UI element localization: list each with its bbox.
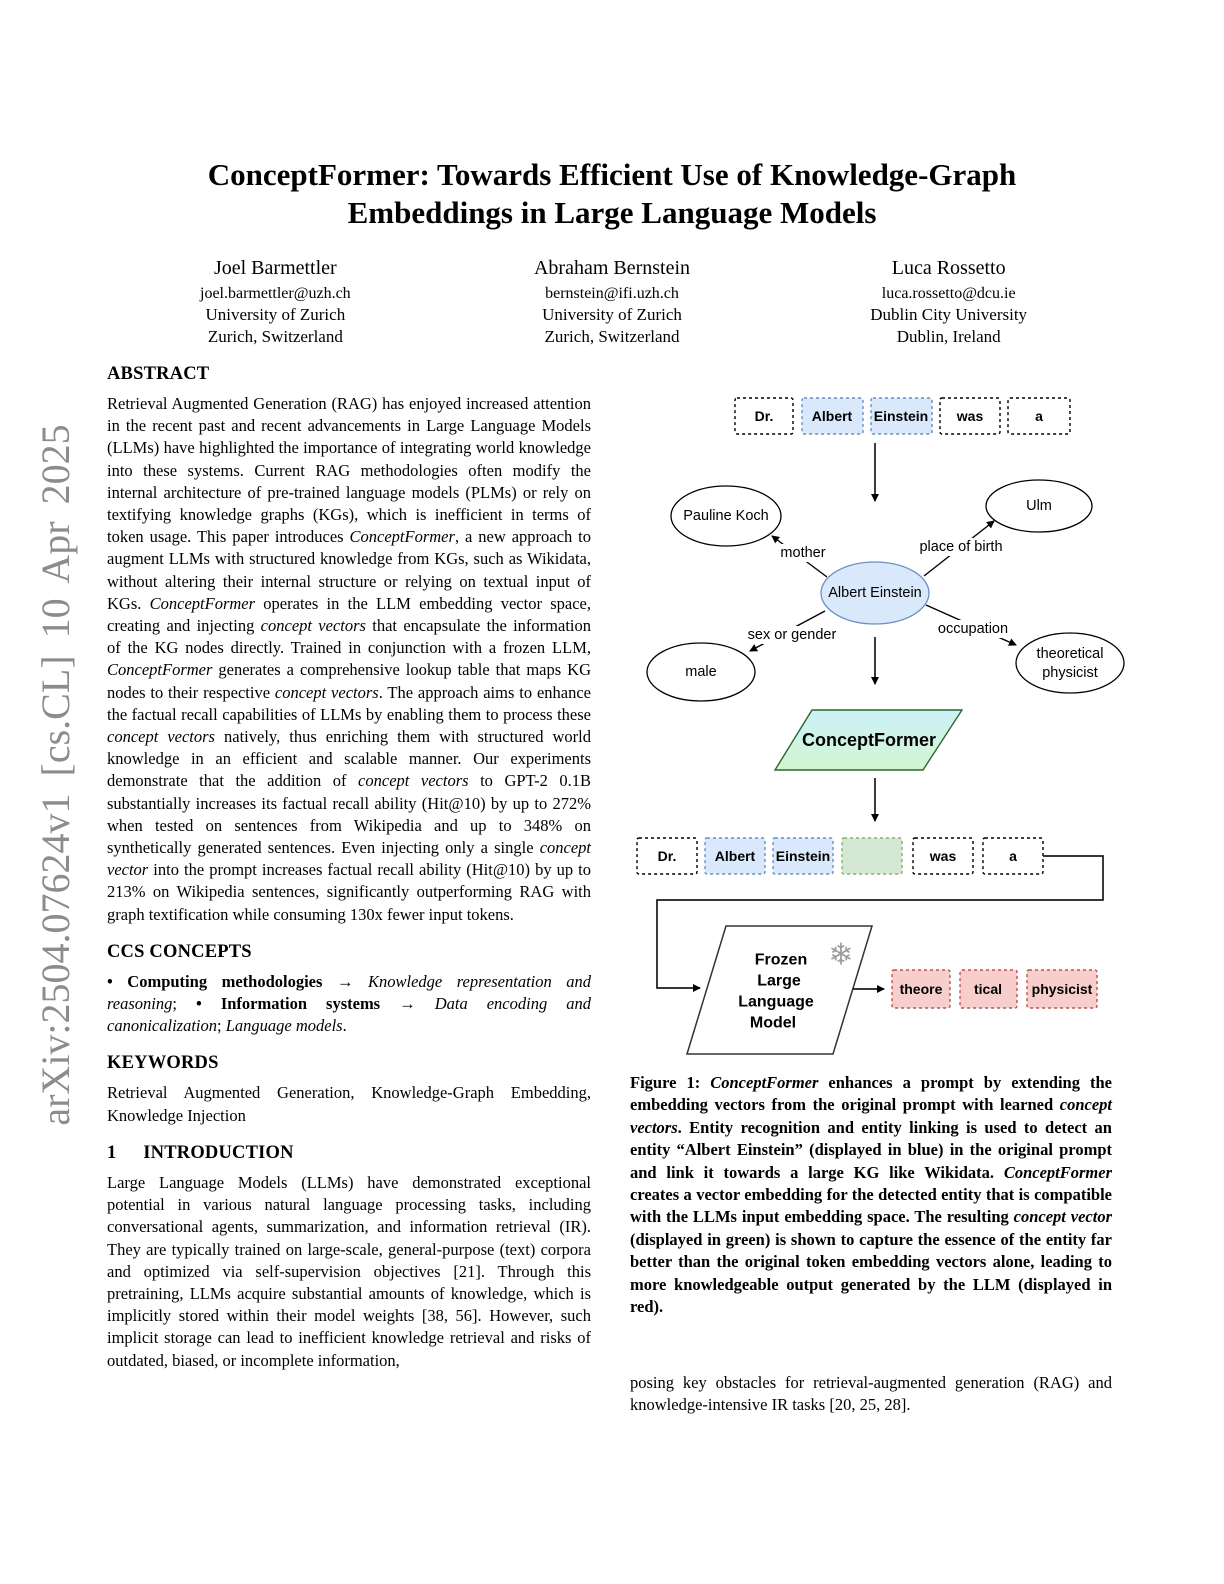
- frozen-llm-label: Language: [738, 993, 814, 1011]
- kg-node-label: physicist: [1042, 665, 1098, 681]
- token-label: a: [1009, 848, 1017, 864]
- abstract-text: Retrieval Augmented Generation (RAG) has enjoyed increased attention in the recent past and recent advancements in Large Language Models (LLMs) have highlighted the importance of integrating world knowledge into these systems. Current RAG methodologies often modify the internal architecture of pre-trained language models (PLMs) or rely on textifying knowledge graphs (KGs), which is inefficient in terms of token usage. This paper introduces ConceptFormer, a new approach to augment LLMs with structured knowledge from KGs, such as Wikidata, without altering their internal structure or relying on textual input of KGs. ConceptFormer operates in the LLM embedding vector space, creating and injecting concept vectors that encapsulate the information of the KG nodes directly. Trained in conjunction with a frozen LLM, ConceptFormer generates a comprehensive lookup table that maps KG nodes to their respective concept vectors. The approach aims to enhance the factual recall capabilities of LLMs by enabling them to process these concept vectors natively, thus enriching them with structured world knowledge in an efficient and scalable manner. Our experiments demonstrate that the addition of concept vectors to GPT-2 0.1B substantially increases its factual recall ability (Hit@10) by up to 272% when tested on sentences from Wikipedia and up to 348% on synthetically generated sentences. Even injecting only a single concept vector into the prompt increases factual recall ability (Hit@10) by up to 213% on Wikipedia sentences, significantly outperforming RAG with graph textification while consuming 130x fewer input tokens.: [107, 394, 592, 924]
- ccs-heading: CCS CONCEPTS: [107, 941, 252, 962]
- introduction-text: Large Language Models (LLMs) have demonstrated exceptional potential in various natural language processing tasks, including conversational agents, summarization, and information retrieval (IR). They are typically trained on large-scale, general-purpose (text) corpora and optimized via self-supervision objectives [21]. Through this pretraining, LLMs acquire substantial amounts of knowledge, which is implicitly stored within their model weights [38, 56]. However, such implicit storage can lead to inefficient knowledge retrieval and risks of outdated, biased, or incomplete information,: [107, 1172, 591, 1370]
- author-location: Zurich, Switzerland: [207, 327, 343, 346]
- token-label: a: [1035, 408, 1043, 424]
- edge-label-place-of-birth: place of birth: [919, 539, 1003, 555]
- edge-label-mother: mother: [780, 545, 826, 561]
- kg-node-theoretical-physicist: [1016, 633, 1124, 693]
- token-label: Einstein: [873, 408, 929, 424]
- token-label: Albert: [811, 408, 853, 424]
- token-label: Dr.: [754, 408, 774, 424]
- token-concept-vector: [842, 838, 902, 874]
- ccs-text: • Computing methodologies → Knowledge representation and reasoning; • Information systems → Data encoding and canonicalization; Language models.: [107, 971, 592, 1036]
- author-affiliation: Dublin City University: [870, 305, 1028, 324]
- token-label: Dr.: [657, 848, 677, 864]
- kg-node-label: Pauline Koch: [683, 508, 769, 524]
- edge-label-sex-or-gender: sex or gender: [747, 627, 837, 643]
- knowledge-graph: [647, 480, 1124, 701]
- author-location: Dublin, Ireland: [896, 327, 1001, 346]
- section-title: INTRODUCTION: [143, 1142, 294, 1163]
- arxiv-watermark: arXiv:2504.07624v1 [cs.CL] 10 Apr 2025: [33, 424, 78, 1126]
- author-email: luca.rossetto@dcu.ie: [881, 285, 1016, 302]
- author-email: joel.barmettler@uzh.ch: [200, 285, 351, 302]
- token-label: was: [929, 848, 957, 864]
- edge-label-occupation: occupation: [937, 621, 1009, 637]
- token-label: tical: [973, 981, 1003, 997]
- figure-1-diagram: [628, 383, 1128, 1071]
- author-affiliation: University of Zurich: [205, 305, 346, 324]
- token-label: theore: [899, 981, 943, 997]
- frozen-llm-label: Frozen: [754, 951, 808, 969]
- right-column-text: posing key obstacles for retrieval-augmented generation (RAG) and knowledge-intensive IR tasks [20, 25, 28].: [630, 1373, 1112, 1415]
- title-line-1: ConceptFormer: Towards Efficient Use of Knowledge-Graph: [207, 157, 1017, 192]
- author-block: [107, 256, 1117, 348]
- token-label: was: [956, 408, 984, 424]
- title-line-2: Embeddings in Large Language Models: [347, 195, 877, 230]
- kg-center-label: Albert Einstein: [828, 585, 922, 601]
- conceptformer-label: ConceptFormer: [801, 730, 937, 750]
- token-label: Einstein: [775, 848, 831, 864]
- prompt-token-row: [735, 398, 1070, 434]
- kg-node-label: Ulm: [1026, 498, 1052, 514]
- author-name: Abraham Bernstein: [533, 257, 691, 279]
- abstract-heading: ABSTRACT: [107, 364, 210, 384]
- frozen-llm-label: Model: [749, 1014, 797, 1032]
- kg-node-label: male: [685, 664, 717, 680]
- author-email: bernstein@ifi.uzh.ch: [545, 285, 679, 302]
- author-3: [780, 256, 1117, 348]
- author-location: Zurich, Switzerland: [544, 327, 680, 346]
- conceptformer-block: [775, 710, 962, 770]
- snowflake-icon: ❄: [828, 938, 854, 972]
- author-1: [107, 256, 444, 348]
- introduction-heading: [107, 1143, 591, 1164]
- keywords-heading: KEYWORDS: [107, 1053, 219, 1074]
- output-token-row: [892, 970, 1097, 1008]
- author-2: [444, 256, 781, 348]
- author-name: Joel Barmettler: [213, 257, 337, 279]
- author-affiliation: University of Zurich: [542, 305, 682, 324]
- frozen-llm-label: Large: [757, 972, 801, 990]
- frozen-llm-block: [687, 926, 872, 1054]
- figure-caption: Figure 1: ConceptFormer enhances a prompt by extending the embedding vectors from the original prompt with learned concept vectors. Entity recognition and entity linking is used to detect an entity “Albert Einstein” (displayed in blue) in the original prompt and link it towards a large KG like Wikidata. ConceptFormer creates a vector embedding for the detected entity that is compatible with the LLMs input embedding space. The resulting concept vector (displayed in green) is shown to capture the essence of the entity far better than the original token embedding vectors alone, leading to more knowledgeable output generated by the LLM (displayed in red).: [630, 1073, 1113, 1317]
- augmented-token-row: [637, 838, 1043, 874]
- left-column: [107, 364, 591, 1372]
- kg-node-label: theoretical: [1036, 646, 1104, 662]
- token-label: Albert: [714, 848, 756, 864]
- keywords-text: Retrieval Augmented Generation, Knowledge-Graph Embedding, Knowledge Injection: [107, 1083, 591, 1125]
- paper-title: [0, 156, 1224, 232]
- author-name: Luca Rossetto: [891, 257, 1006, 279]
- section-number: 1: [107, 1142, 117, 1163]
- token-label: physicist: [1031, 981, 1093, 997]
